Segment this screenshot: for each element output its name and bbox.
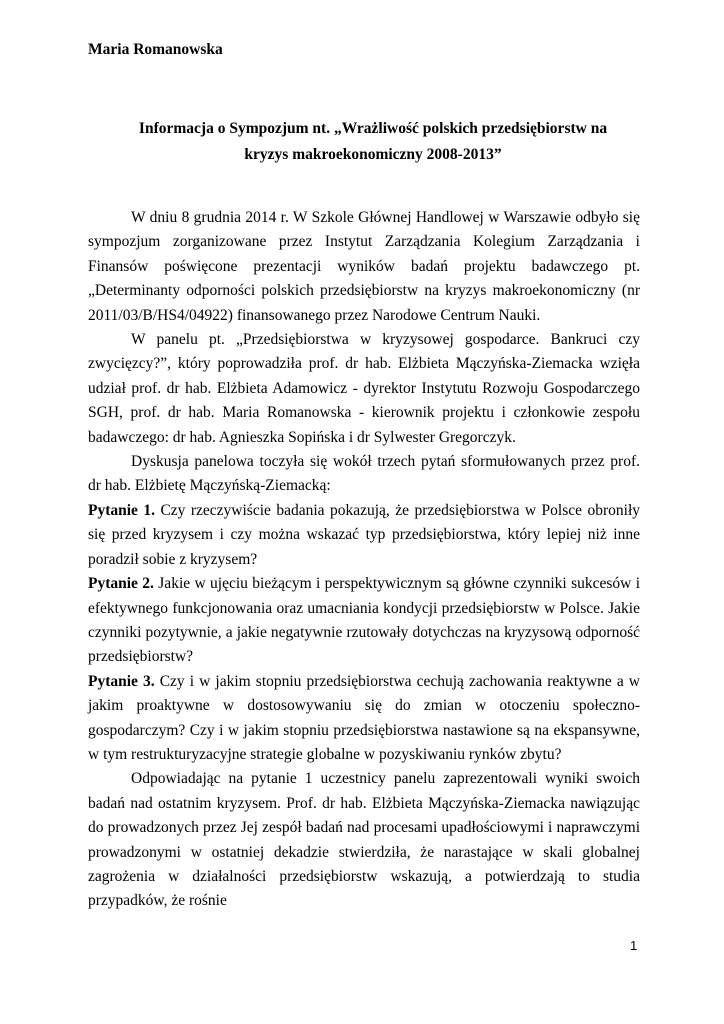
question-3-label: Pytanie 3. [88, 672, 155, 690]
question-1-label: Pytanie 1. [88, 501, 156, 519]
page-number: 1 [630, 938, 638, 953]
paragraph-panel: W panelu pt. „Przedsiębiorstwa w kryzysowej gospodarce. Bankruci czy zwycięzcy?”, który poprowadziła prof. dr hab. Elżbieta Mączyńska-Ziemacka wzięła udział prof. dr hab. Elżbieta Adamowicz - dyrektor Instytutu Rozwoju Gospodarczego SGH, prof. dr hab. Maria Romanowska - kierownik projektu i członkowie zespołu badawczego: dr hab. Agnieszka Sopińska i dr Sylwester Gregorczyk. [88, 331, 640, 446]
question-3-text: Czy i w jakim stopniu przedsiębiorstwa cechują zachowania reaktywne a w jakim proaktywne w dostosowywaniu się do zmian w otoczeniu społeczno-gospodarczym? Czy i w jakim stopniu przedsiębiorstwa nastawione są na ekspansywne, w tym restrukturyzacyjne strategie globalne w pozyskiwaniu rynków zbytu? [88, 672, 640, 763]
question-2 [88, 572, 640, 670]
question-2-text: Jakie w ujęciu bieżącym i perspektywicznym są główne czynniki sukcesów i efektywnego funkcjonowania oraz umacniania kondycji przedsiębiorstw w Polsce. Jakie czynniki pozytywnie, a jakie negatywnie rzutowały dotychczas na kryzysową odporność przedsiębiorstw? [88, 575, 640, 666]
paragraph-discussion: Dyskusja panelowa toczyła się wokół trzech pytań sformułowanych przez prof. dr hab. Elżbietę Mączyńską-Ziemacką: [88, 453, 640, 495]
document-title: Informacja o Sympozjum nt. „Wrażliwość polskich przedsiębiorstw na kryzys makroekonomiczny 2008-2013” [138, 120, 608, 163]
author-name: Maria Romanowska [88, 41, 223, 58]
question-3 [88, 670, 640, 768]
paragraph-intro: W dniu 8 grudnia 2014 r. W Szkole Głównej Handlowej w Warszawie odbyło się sympozjum zorganizowane przez Instytut Zarządzania Kolegium Zarządzania i Finansów poświęcone prezentacji wyników badań projektu badawczego pt. „Determinanty odporności polskich przedsiębiorstw na kryzys makroekonomiczny (nr 2011/03/B/HS4/04922) finansowanego przez Narodowe Centrum Nauki. [88, 209, 640, 324]
question-1-text: Czy rzeczywiście badania pokazują, że przedsiębiorstwa w Polsce obroniły się przed kryzysem i czy można wskazać typ przedsiębiorstwa, który lepiej niż inne poradził sobie z kryzysem? [88, 501, 640, 568]
paragraph-answers: Odpowiadając na pytanie 1 uczestnicy panelu zaprezentowali wyniki swoich badań nad ostatnim kryzysem. Prof. dr hab. Elżbieta Mączyńska-Ziemacka nawiązując do prowadzonych przez Jej zespół badań nad procesami upadłościowymi i naprawczymi prowadzonymi w ostatniej dekadzie stwierdziła, że narastające w skali globalnej zagrożenia w działalności przedsiębiorstw wskazują, a potwierdzają to studia przypadków, że rośnie [88, 770, 640, 910]
document-body [88, 206, 640, 914]
question-1 [88, 499, 640, 572]
question-2-label: Pytanie 2. [88, 575, 154, 593]
